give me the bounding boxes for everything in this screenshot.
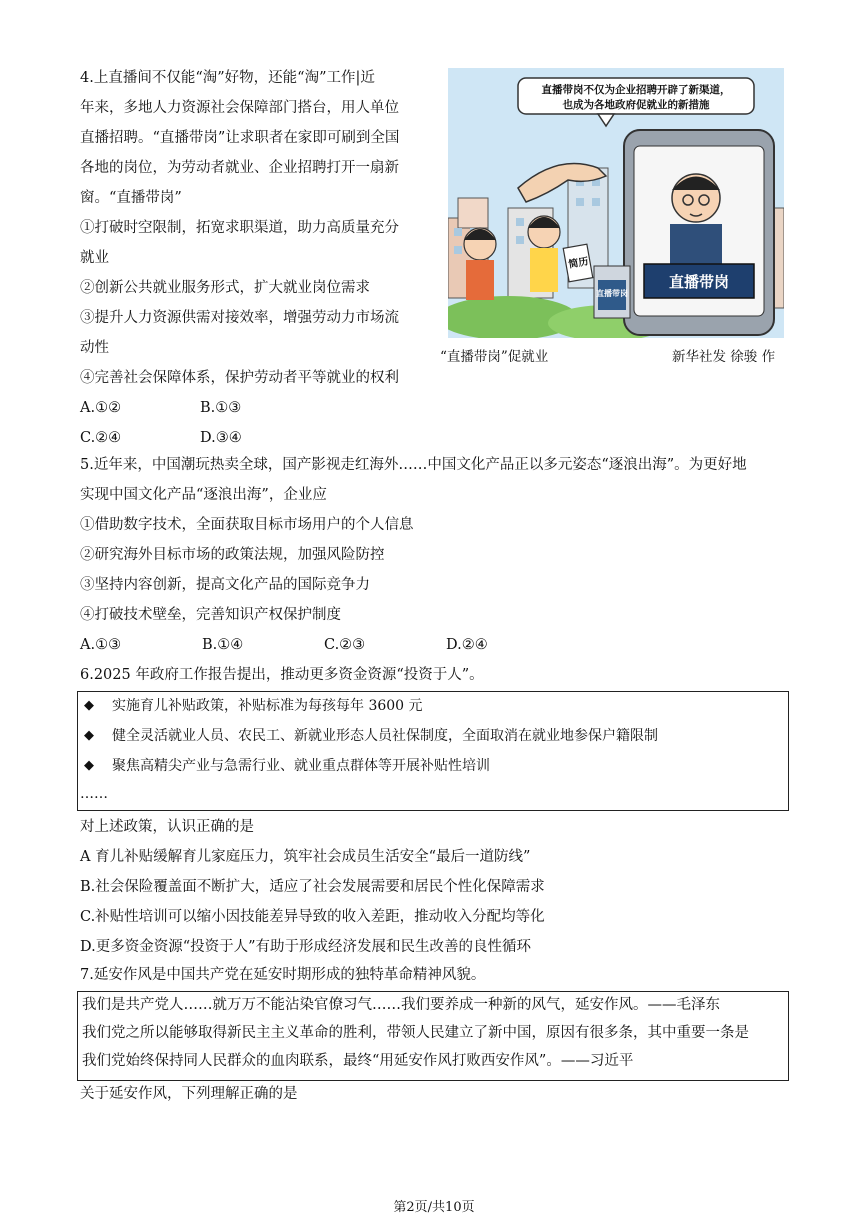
q4-item-3: ③提升人力资源供需对接效率，增强劳动力市场流 — [80, 310, 399, 326]
cartoon-booth-sign: 直播带岗 — [668, 273, 730, 291]
q5-item-4: ④打破技术壁垒，完善知识产权保护制度 — [80, 607, 341, 623]
cartoon-illustration — [448, 68, 784, 338]
q7-quote-line-1: 我们是共产党人……就万万不能沾染官僚习气……我们要养成一种新的风气，延安作风。——毛泽东 — [82, 997, 720, 1013]
q5-option-a[interactable]: A.①③ — [80, 637, 122, 653]
q4-option-c[interactable]: C.②④ — [80, 430, 122, 446]
cartoon-caption: “直播带岗”促就业 — [440, 349, 549, 365]
q4-option-b[interactable]: B.①③ — [200, 400, 242, 416]
q6-option-b[interactable]: B.社会保险覆盖面不断扩大，适应了社会发展需要和居民个性化保障需求 — [80, 879, 545, 895]
q5-option-b[interactable]: B.①④ — [202, 637, 244, 653]
q5-item-3: ③坚持内容创新，提高文化产品的国际竞争力 — [80, 577, 370, 593]
q4-option-a[interactable]: A.①② — [80, 400, 122, 416]
q4-line-1: 4.上直播间不仅能“淘”好物，还能“淘”工作|近 — [80, 70, 375, 86]
q4-line-4: 各地的岗位，为劳动者就业、企业招聘打开一扇新 — [80, 160, 399, 176]
q5-item-1: ①借助数字技术，全面获取目标市场用户的个人信息 — [80, 517, 414, 533]
q5-line-1: 5.近年来，中国潮玩热卖全球，国产影视走红海外……中国文化产品正以多元姿态“逐浪出海”。为更好地 — [80, 457, 747, 473]
cartoon-resume-label: 简历 — [567, 256, 590, 271]
q5-line-2: 实现中国文化产品“逐浪出海”，企业应 — [80, 487, 327, 503]
q4-item-2: ②创新公共就业服务形式，扩大就业岗位需求 — [80, 280, 370, 296]
q6-bullet-3: ◆ — [84, 758, 94, 773]
q4-item-1: ①打破时空限制，拓宽求职渠道，助力高质量充分 — [80, 220, 399, 236]
q6-box-item-2: 健全灵活就业人员、农民工、新就业形态人员社保制度，全面取消在就业地参保户籍限制 — [112, 728, 658, 744]
q6-option-d[interactable]: D.更多资金资源“投资于人”有助于形成经济发展和民生改善的良性循环 — [80, 939, 532, 955]
q6-box-ellipsis: …… — [80, 786, 108, 802]
q6-question: 对上述政策，认识正确的是 — [80, 819, 254, 835]
q5-option-c[interactable]: C.②③ — [324, 637, 366, 653]
q6-box-item-1: 实施育儿补贴政策，补贴标准为每孩每年 3600 元 — [112, 698, 423, 714]
q6-policy-box — [77, 691, 789, 811]
q4-line-3: 直播招聘。“直播带岗”让求职者在家即可刷到全国 — [80, 130, 400, 146]
q5-item-2: ②研究海外目标市场的政策法规，加强风险防控 — [80, 547, 385, 563]
q6-option-c[interactable]: C.补贴性培训可以缩小因技能差异导致的收入差距，推动收入分配均等化 — [80, 909, 545, 925]
q6-box-item-3: 聚焦高精尖产业与急需行业、就业重点群体等开展补贴性培训 — [112, 758, 490, 774]
cartoon-banner-line-1: 直播带岗不仅为企业招聘开辟了新渠道， — [541, 84, 731, 96]
q6-bullet-1: ◆ — [84, 698, 94, 713]
q4-option-d[interactable]: D.③④ — [200, 430, 242, 446]
cartoon-banner-line-2: 也成为各地政府促就业的新措施 — [562, 99, 710, 111]
q7-quote-line-2: 我们党之所以能够取得新民主主义革命的胜利，带领人民建立了新中国，原因有很多条，其中重要一条是 — [82, 1025, 749, 1041]
q4-item-3-cont: 动性 — [80, 340, 109, 356]
q6-option-a[interactable]: A 育儿补贴缓解育儿家庭压力，筑牢社会成员生活安全“最后一道防线” — [80, 849, 531, 865]
q7-quote-box — [77, 991, 789, 1081]
q6-intro: 6.2025 年政府工作报告提出，推动更多资金资源“投资于人”。 — [80, 667, 484, 683]
cartoon-credit: 新华社发 徐骏 作 — [672, 349, 776, 365]
q7-intro: 7.延安作风是中国共产党在延安时期形成的独特革命精神风貌。 — [80, 967, 486, 983]
page-footer: 第2页/共10页 — [393, 1200, 475, 1215]
cartoon-small-booth-label: 直播带岗 — [596, 289, 628, 298]
q4-line-2: 年来，多地人力资源社会保障部门搭台，用人单位 — [80, 100, 399, 116]
q5-option-d[interactable]: D.②④ — [446, 637, 488, 653]
q7-quote-line-3: 我们党始终保持同人民群众的血肉联系，最终“用延安作风打败西安作风”。——习近平 — [82, 1053, 634, 1069]
q7-question: 关于延安作风，下列理解正确的是 — [80, 1086, 298, 1102]
q4-item-1-cont: 就业 — [80, 250, 109, 266]
cartoon-drawing — [448, 68, 784, 338]
q6-bullet-2: ◆ — [84, 728, 94, 743]
q4-line-5: 窗。“直播带岗” — [80, 190, 182, 206]
q4-item-4: ④完善社会保障体系，保护劳动者平等就业的权利 — [80, 370, 399, 386]
